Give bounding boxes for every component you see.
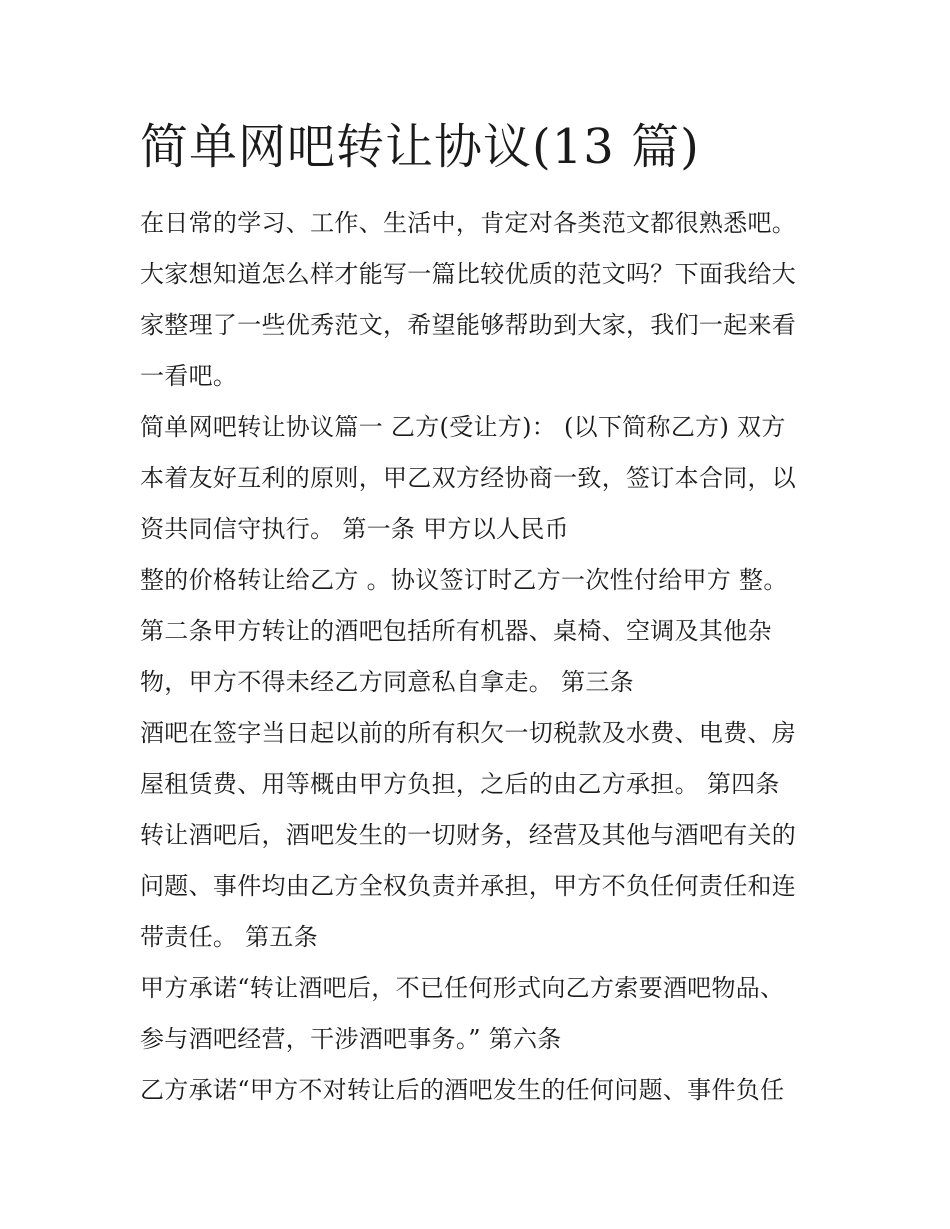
- body-line: 酒吧在签字当日起以前的所有积欠一切税款及水费、电费、房: [140, 719, 797, 747]
- body-line: 参与酒吧经营，干涉酒吧事务。” 第六条: [140, 1025, 562, 1053]
- document-title: 简单网吧转让协议(13 篇): [140, 119, 700, 175]
- body-line: 物，甲方不得未经乙方同意私自拿走。 第三条: [140, 668, 634, 696]
- body-line: 大家想知道怎么样才能写一篇比较优质的范文吗？下面我给大: [140, 260, 797, 288]
- body-line: 问题、事件均由乙方全权负责并承担，甲方不负任何责任和连: [140, 872, 797, 900]
- body-line: 本着友好互利的原则，甲乙双方经协商一致，签订本合同，以: [140, 464, 797, 492]
- body-line: 资共同信守执行。 第一条 甲方以人民币: [140, 515, 569, 543]
- body-line: 整的价格转让给乙方 。协议签订时乙方一次性付给甲方 整。: [140, 566, 788, 594]
- body-line: 在日常的学习、工作、生活中，肯定对各类范文都很熟悉吧。: [140, 209, 797, 237]
- body-line: 一看吧。: [140, 362, 238, 390]
- body-line: 转让酒吧后，酒吧发生的一切财务，经营及其他与酒吧有关的: [140, 821, 797, 849]
- document-body: [140, 198, 820, 1116]
- body-line: 家整理了一些优秀范文，希望能够帮助到大家，我们一起来看: [140, 311, 797, 339]
- body-line: 简单网吧转让协议篇一 乙方(受让方)： (以下简称乙方) 双方: [140, 413, 786, 441]
- body-line: 屋租赁费、用等概由甲方负担，之后的由乙方承担。 第四条: [140, 770, 780, 798]
- body-line: 第二条甲方转让的酒吧包括所有机器、桌椅、空调及其他杂: [140, 617, 772, 645]
- body-line: 甲方承诺“转让酒吧后，不已任何形式向乙方索要酒吧物品、: [140, 974, 785, 1002]
- body-line: 乙方承诺“甲方不对转让后的酒吧发生的任何问题、事件负任: [140, 1076, 785, 1104]
- body-line: 带责任。 第五条: [140, 923, 319, 951]
